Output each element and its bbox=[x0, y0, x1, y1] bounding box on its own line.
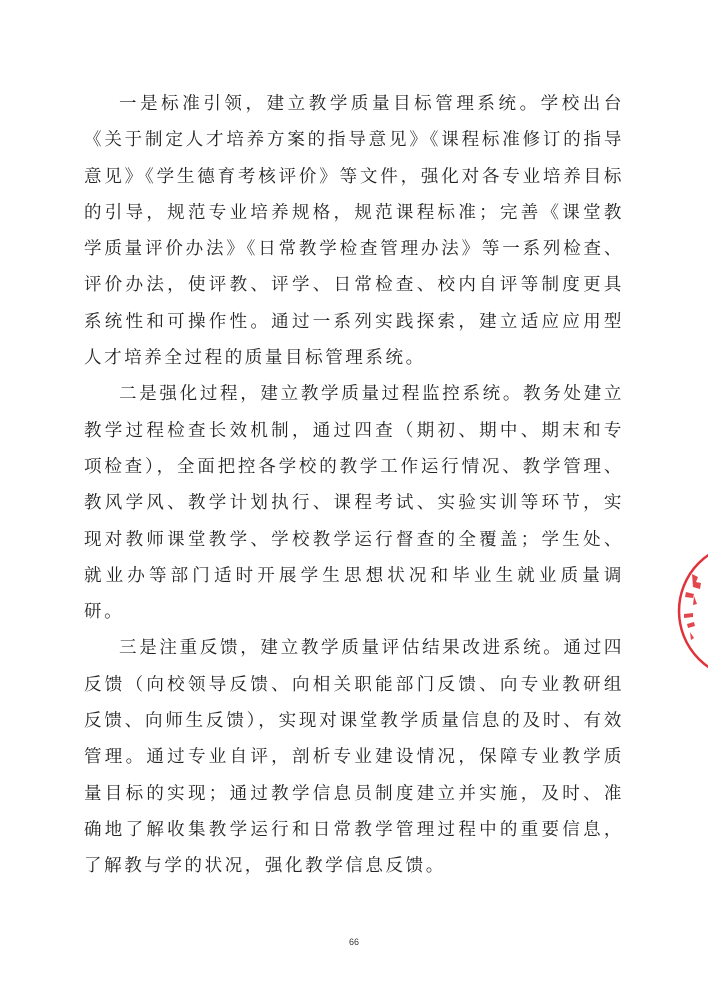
seal-glyphs bbox=[684, 574, 701, 640]
seal-outer-ring bbox=[679, 543, 708, 679]
official-seal-stamp bbox=[672, 536, 708, 686]
body-text bbox=[84, 86, 624, 885]
page-number: 66 bbox=[348, 937, 359, 947]
paragraph-feedback-improvement: 三是注重反馈，建立教学质量评估结果改进系统。通过四反馈（向校领导反馈、向相关职能部门反馈、向专业教研组反馈、向师生反馈），实现对课堂教学质量信息的及时、有效管理。通过专业自评，剖析专业建设情况，保障专业教学质量目标的实现；通过教学信息员制度建立并实施，及时、准确地了解收集教学运行和日常教学管理过程中的重要信息，了解教与学的状况，强化教学信息反馈。 bbox=[84, 638, 624, 877]
paragraph-standard-guidance: 一是标准引领，建立教学质量目标管理系统。学校出台《关于制定人才培养方案的指导意见》《课程标准修订的指导意见》《学生德育考核评价》等文件，强化对各专业培养目标的引导，规范专业培养规格，规范课程标准；完善《课堂教学质量评价办法》《日常教学检查管理办法》等一系列检查、评价办法，使评教、评学、日常检查、校内自评等制度更具系统性和可操作性。通过一系列实践探索，建立适应应用型人才培养全过程的质量目标管理系统。 bbox=[84, 94, 624, 369]
paragraph-process-monitoring: 二是强化过程，建立教学质量过程监控系统。教务处建立教学过程检查长效机制，通过四查（期初、期中、期末和专项检查），全面把控各学校的教学工作运行情况、教学管理、教风学风、教学计划执行、课程考试、实验实训等环节，实现对教师课堂教学、学校教学运行督查的全覆盖；学生处、就业办等部门适时开展学生思想状况和毕业生就业质量调研。 bbox=[84, 384, 624, 623]
